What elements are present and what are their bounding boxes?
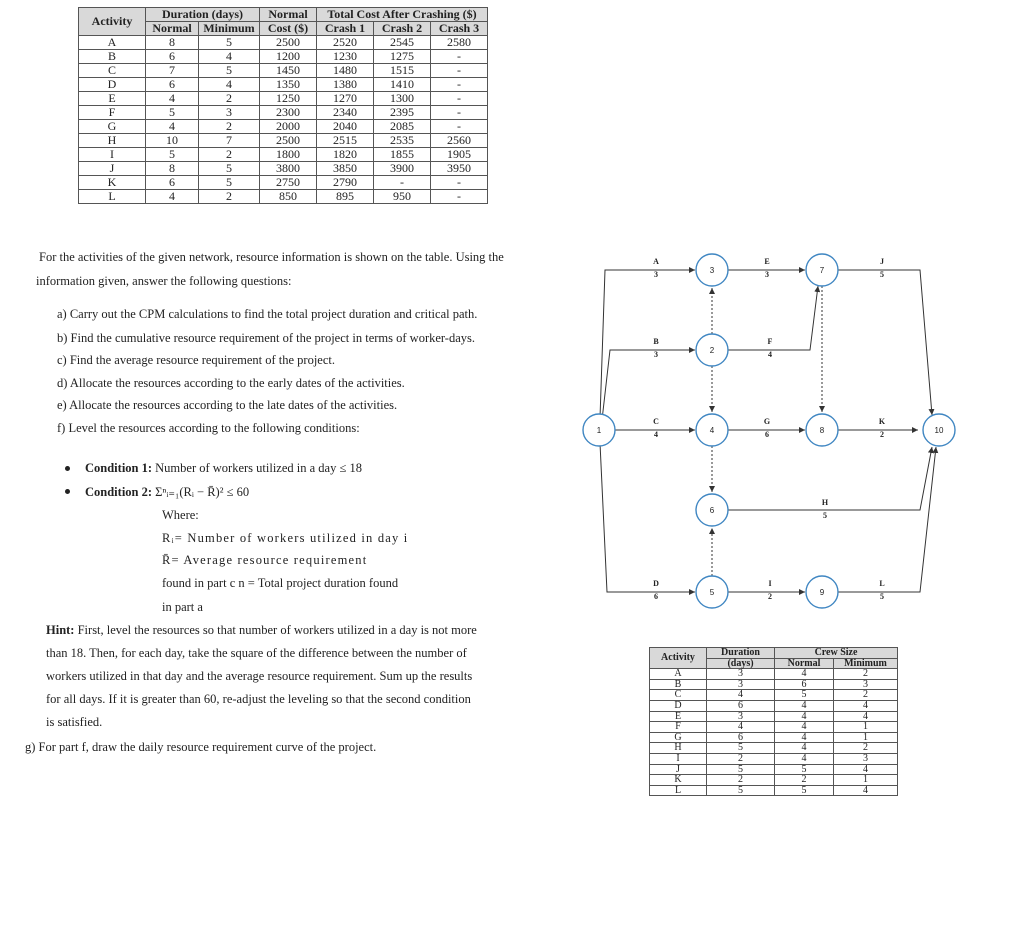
table-cell: 1905 <box>431 148 488 162</box>
table-cell: K <box>650 775 707 786</box>
table-cell: 1515 <box>374 64 431 78</box>
condition-2-label: Condition 2: <box>85 485 153 499</box>
table-cell: 4 <box>775 732 834 743</box>
question-a: a) Carry out the CPM calculations to find the total project duration and critical path. <box>57 307 478 321</box>
svg-text:9: 9 <box>819 588 825 597</box>
table-cell: 10 <box>146 134 199 148</box>
table-cell: 1855 <box>374 148 431 162</box>
table-cell: 1 <box>834 722 898 733</box>
header-normal-cost-bottom: Cost ($) <box>260 22 317 36</box>
table-cell: 5 <box>199 176 260 190</box>
crew-header-activity: Activity <box>650 648 707 669</box>
label-K: K <box>878 417 886 426</box>
table-cell: 1 <box>834 732 898 743</box>
dur-I: 2 <box>768 592 772 601</box>
label-H: H <box>821 498 829 507</box>
header-minimum: Minimum <box>199 22 260 36</box>
table-cell: 6 <box>146 50 199 64</box>
bullet-icon <box>65 466 70 471</box>
condition-1-text: Number of workers utilized in a day ≤ 18 <box>152 461 362 475</box>
table-cell: 4 <box>707 722 775 733</box>
table-cell: 8 <box>146 36 199 50</box>
table-cell: - <box>431 120 488 134</box>
table-cell: 4 <box>707 690 775 701</box>
table-row <box>650 690 898 701</box>
table-cell: 2040 <box>317 120 374 134</box>
cost-table <box>78 7 488 204</box>
table-cell: H <box>650 743 707 754</box>
edge-B <box>602 350 695 420</box>
svg-text:4: 4 <box>709 426 715 435</box>
table-cell: 5 <box>775 764 834 775</box>
table-cell: 6 <box>775 679 834 690</box>
table-cell: E <box>79 92 146 106</box>
table-cell: 6 <box>146 78 199 92</box>
label-F: F <box>767 337 773 346</box>
table-row <box>650 732 898 743</box>
table-cell: I <box>650 753 707 764</box>
table-cell: 6 <box>707 700 775 711</box>
table-cell: F <box>650 722 707 733</box>
table-cell: 2085 <box>374 120 431 134</box>
table-cell: 5 <box>146 106 199 120</box>
hint-line-2: than 18. Then, for each day, take the square of the difference between the number of <box>46 646 467 660</box>
table-row <box>650 785 898 796</box>
table-cell: C <box>650 690 707 701</box>
table-cell: 1800 <box>260 148 317 162</box>
table-cell: 1410 <box>374 78 431 92</box>
table-cell: - <box>431 106 488 120</box>
table-cell: I <box>79 148 146 162</box>
table-cell: G <box>650 732 707 743</box>
table-cell: - <box>431 190 488 204</box>
edge-J <box>838 270 932 415</box>
hint-line-5: is satisfied. <box>46 715 103 729</box>
table-cell: 5 <box>775 785 834 796</box>
table-cell: 1270 <box>317 92 374 106</box>
crew-header-duration-top: Duration <box>707 648 775 659</box>
table-row <box>79 134 488 148</box>
table-cell: 3 <box>707 711 775 722</box>
table-cell: 4 <box>834 700 898 711</box>
table-cell: J <box>79 162 146 176</box>
table-cell: 3900 <box>374 162 431 176</box>
edge-H <box>728 447 932 510</box>
table-row <box>650 700 898 711</box>
table-cell: 1275 <box>374 50 431 64</box>
dur-B: 3 <box>654 350 658 359</box>
dur-C: 4 <box>654 430 658 439</box>
table-cell: 850 <box>260 190 317 204</box>
table-cell: 895 <box>317 190 374 204</box>
table-cell: 4 <box>834 764 898 775</box>
label-J: J <box>880 257 884 266</box>
table-cell: 1450 <box>260 64 317 78</box>
table-cell: 2790 <box>317 176 374 190</box>
label-A: A <box>653 257 659 266</box>
where-label: Where: <box>162 508 199 522</box>
header-crash3: Crash 3 <box>431 22 488 36</box>
table-row <box>79 190 488 204</box>
header-normal-cost-top: Normal <box>260 8 317 22</box>
table-cell: - <box>431 78 488 92</box>
table-row <box>79 162 488 176</box>
dur-K: 2 <box>880 430 884 439</box>
svg-text:6: 6 <box>709 506 715 515</box>
question-e: e) Allocate the resources according to the late dates of the activities. <box>57 398 398 412</box>
table-cell: - <box>431 92 488 106</box>
edge-A <box>600 270 695 418</box>
table-cell: 5 <box>146 148 199 162</box>
table-cell: 2395 <box>374 106 431 120</box>
table-cell: 2520 <box>317 36 374 50</box>
table-cell: - <box>431 50 488 64</box>
table-cell: 2 <box>834 690 898 701</box>
dur-L: 5 <box>880 592 884 601</box>
table-cell: 3800 <box>260 162 317 176</box>
node-5 <box>696 576 728 608</box>
table-row <box>79 148 488 162</box>
label-I: I <box>768 579 772 588</box>
label-B: B <box>653 337 659 346</box>
table-cell: 2 <box>199 120 260 134</box>
table-cell: 1 <box>834 775 898 786</box>
question-f: f) Level the resources according to the following conditions: <box>57 421 360 435</box>
dur-J: 5 <box>880 270 884 279</box>
table-cell: 1230 <box>317 50 374 64</box>
label-L: L <box>879 579 885 588</box>
table-cell: 4 <box>146 190 199 204</box>
table-row <box>650 753 898 764</box>
label-D: D <box>653 579 659 588</box>
table-cell: A <box>79 36 146 50</box>
table-cell: B <box>79 50 146 64</box>
table-cell: E <box>650 711 707 722</box>
table-cell: - <box>431 176 488 190</box>
table-cell: 4 <box>775 722 834 733</box>
dur-E: 3 <box>765 270 769 279</box>
header-activity: Activity <box>79 8 146 36</box>
svg-text:3: 3 <box>709 266 715 275</box>
table-cell: 5 <box>199 162 260 176</box>
header-crash2: Crash 2 <box>374 22 431 36</box>
label-E: E <box>764 257 770 266</box>
table-cell: D <box>650 700 707 711</box>
edge-F <box>728 286 818 350</box>
question-c: c) Find the average resource requirement of the project. <box>57 353 335 367</box>
table-cell: - <box>431 64 488 78</box>
intro-line-1: For the activities of the given network, resource information is shown on the table. Using the <box>39 250 504 264</box>
table-cell: - <box>374 176 431 190</box>
node-8 <box>806 414 838 446</box>
dur-H: 5 <box>823 511 827 520</box>
crew-header-normal: Normal <box>775 658 834 669</box>
table-cell: 3 <box>834 753 898 764</box>
network-diagram <box>580 240 960 620</box>
table-cell: 4 <box>775 743 834 754</box>
table-cell: C <box>79 64 146 78</box>
edge-D <box>600 443 695 592</box>
table-cell: 4 <box>834 711 898 722</box>
node-10 <box>923 414 955 446</box>
hint-line-1: Hint: First, level the resources so that number of workers utilized in a day is not more <box>46 623 477 637</box>
table-cell: 1350 <box>260 78 317 92</box>
table-cell: 7 <box>146 64 199 78</box>
table-row <box>79 36 488 50</box>
table-cell: 2 <box>199 148 260 162</box>
table-cell: 3 <box>834 679 898 690</box>
node-2 <box>696 334 728 366</box>
table-cell: J <box>650 764 707 775</box>
table-cell: 950 <box>374 190 431 204</box>
table-cell: 4 <box>775 753 834 764</box>
table-row <box>650 775 898 786</box>
table-cell: 2 <box>834 669 898 680</box>
question-b: b) Find the cumulative resource requirement of the project in terms of worker-days. <box>57 331 476 345</box>
table-cell: H <box>79 134 146 148</box>
table-cell: 1300 <box>374 92 431 106</box>
question-d: d) Allocate the resources according to the early dates of the activities. <box>57 376 405 390</box>
table-cell: 5 <box>775 690 834 701</box>
node-7 <box>806 254 838 286</box>
table-cell: 2 <box>834 743 898 754</box>
svg-text:7: 7 <box>819 266 825 275</box>
table-cell: 4 <box>146 120 199 134</box>
table-cell: K <box>79 176 146 190</box>
header-crash1: Crash 1 <box>317 22 374 36</box>
dur-A: 3 <box>654 270 658 279</box>
condition-1-label: Condition 1: <box>85 461 153 475</box>
table-row <box>79 64 488 78</box>
bullet-icon <box>65 489 70 494</box>
table-row <box>79 120 488 134</box>
table-cell: 4 <box>199 78 260 92</box>
crew-header-group: Crew Size <box>775 648 898 659</box>
dur-F: 4 <box>768 350 772 359</box>
header-duration: Duration (days) <box>146 8 260 22</box>
svg-text:2: 2 <box>709 346 715 355</box>
table-cell: 2545 <box>374 36 431 50</box>
table-cell: 4 <box>146 92 199 106</box>
table-cell: 2500 <box>260 36 317 50</box>
table-cell: 2 <box>199 190 260 204</box>
crew-table <box>649 647 898 796</box>
definition-found: found in part c n = Total project duration found <box>162 576 399 590</box>
table-cell: D <box>79 78 146 92</box>
hint-line-4: for all days. If it is greater than 60, re-adjust the leveling so that the second condition <box>46 692 471 706</box>
table-cell: 5 <box>199 64 260 78</box>
table-row <box>650 669 898 680</box>
table-cell: B <box>650 679 707 690</box>
definition-ri: Rᵢ= Number of workers utilized in day i <box>162 531 409 545</box>
table-cell: 4 <box>775 700 834 711</box>
table-cell: 4 <box>775 669 834 680</box>
crew-header-minimum: Minimum <box>834 658 898 669</box>
table-cell: 5 <box>707 785 775 796</box>
table-cell: 4 <box>834 785 898 796</box>
table-cell: 3 <box>199 106 260 120</box>
table-cell: L <box>79 190 146 204</box>
table-cell: 1820 <box>317 148 374 162</box>
table-cell: 1250 <box>260 92 317 106</box>
svg-text:10: 10 <box>934 426 944 435</box>
table-row <box>79 50 488 64</box>
definition-part: in part a <box>162 600 203 614</box>
table-cell: 3950 <box>431 162 488 176</box>
label-G: G <box>763 417 771 426</box>
definition-rbar: R̄= Average resource requirement <box>162 553 368 567</box>
table-cell: 2 <box>775 775 834 786</box>
table-cell: 2340 <box>317 106 374 120</box>
table-cell: 2750 <box>260 176 317 190</box>
table-row <box>79 176 488 190</box>
table-cell: 3 <box>707 669 775 680</box>
table-cell: 2580 <box>431 36 488 50</box>
svg-text:8: 8 <box>819 426 825 435</box>
label-C: C <box>653 417 659 426</box>
table-cell: 2500 <box>260 134 317 148</box>
table-cell: F <box>79 106 146 120</box>
table-cell: 7 <box>199 134 260 148</box>
table-row <box>650 679 898 690</box>
edge-L <box>838 447 936 592</box>
condition-1 <box>85 461 362 476</box>
table-row <box>79 78 488 92</box>
node-9 <box>806 576 838 608</box>
table-cell: 2300 <box>260 106 317 120</box>
node-4 <box>696 414 728 446</box>
dur-G: 6 <box>765 430 769 439</box>
intro-line-2: information given, answer the following questions: <box>36 274 292 288</box>
condition-2-text: Σⁿᵢ₌₁(Rᵢ − R̄)² ≤ 60 <box>152 485 250 499</box>
table-cell: 2000 <box>260 120 317 134</box>
node-3 <box>696 254 728 286</box>
table-cell: 6 <box>146 176 199 190</box>
table-cell: 4 <box>775 711 834 722</box>
hint-line-3: workers utilized in that day and the average resource requirement. Sum up the results <box>46 669 473 683</box>
table-cell: 2 <box>199 92 260 106</box>
table-cell: 2560 <box>431 134 488 148</box>
table-cell: 6 <box>707 732 775 743</box>
table-row <box>650 722 898 733</box>
table-cell: A <box>650 669 707 680</box>
header-normal: Normal <box>146 22 199 36</box>
table-cell: 3850 <box>317 162 374 176</box>
header-crash-group: Total Cost After Crashing ($) <box>317 8 488 22</box>
dur-D: 6 <box>654 592 658 601</box>
table-row <box>650 711 898 722</box>
table-row <box>79 92 488 106</box>
hint-label: Hint: <box>46 623 75 637</box>
condition-2 <box>85 484 249 500</box>
table-cell: 8 <box>146 162 199 176</box>
table-cell: 2515 <box>317 134 374 148</box>
node-1 <box>583 414 615 446</box>
table-cell: 2535 <box>374 134 431 148</box>
table-cell: 5 <box>707 764 775 775</box>
node-6 <box>696 494 728 526</box>
table-cell: 1200 <box>260 50 317 64</box>
table-cell: 2 <box>707 753 775 764</box>
table-cell: 5 <box>707 743 775 754</box>
table-cell: 1380 <box>317 78 374 92</box>
crew-header-duration-bottom: (days) <box>707 658 775 669</box>
table-cell: 4 <box>199 50 260 64</box>
table-cell: G <box>79 120 146 134</box>
table-cell: 3 <box>707 679 775 690</box>
table-cell: 5 <box>199 36 260 50</box>
svg-text:5: 5 <box>709 588 715 597</box>
table-row <box>79 106 488 120</box>
table-row <box>650 764 898 775</box>
question-g: g) For part f, draw the daily resource requirement curve of the project. <box>25 740 377 754</box>
table-cell: 2 <box>707 775 775 786</box>
svg-text:1: 1 <box>596 426 602 435</box>
table-row <box>650 743 898 754</box>
table-cell: 1480 <box>317 64 374 78</box>
table-cell: L <box>650 785 707 796</box>
